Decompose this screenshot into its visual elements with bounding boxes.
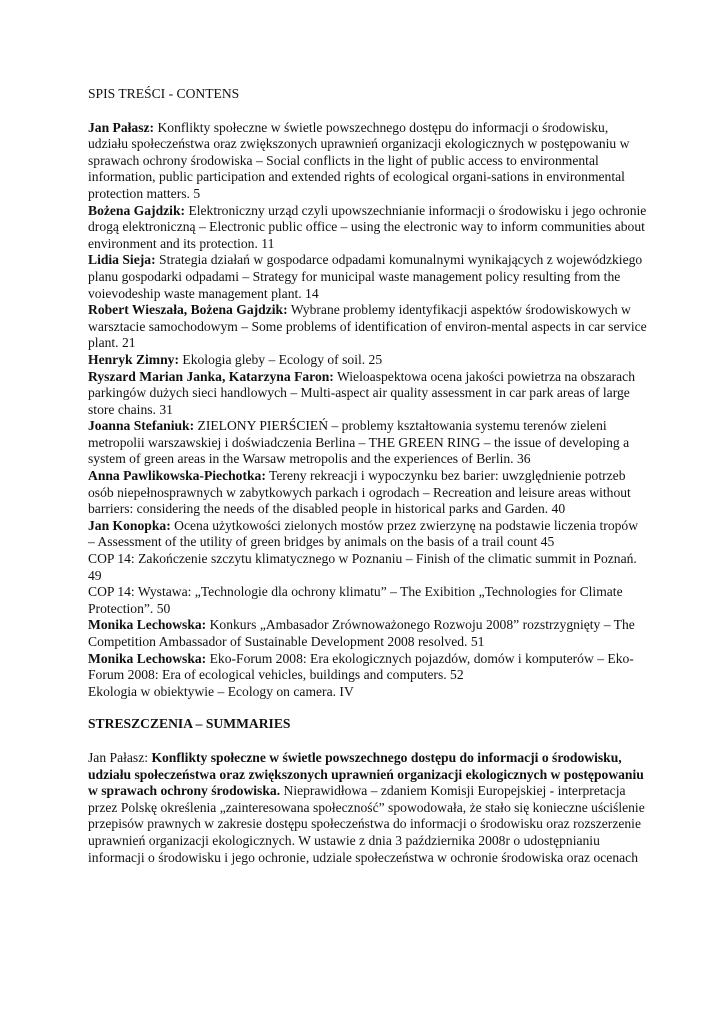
entry-author: Ryszard Marian Janka, Katarzyna Faron: bbox=[88, 368, 334, 384]
toc-entry bbox=[88, 120, 648, 203]
entry-text: Tereny rekreacji i wypoczynku bez barier: uwzględnienie potrzeb osób niepełnosprawnych w zabytkowych parkach i ogrodach – Recreation and leisure areas without barriers: considering the needs of the disabled people in historical parks and Garden. 40 bbox=[88, 468, 631, 517]
entry-author: Anna Pawlikowska-Piechotka: bbox=[88, 468, 266, 484]
entry-author: Henryk Zimny: bbox=[88, 351, 180, 367]
toc-list bbox=[88, 120, 648, 701]
entry-text: Konkurs „Ambasador Zrównoważonego Rozwoju 2008” rozstrzygnięty – The Competition Ambassador of Sustainable Development 2008 resolved. 51 bbox=[88, 617, 635, 649]
entry-text: Ekologia w obiektywie – Ecology on camera. IV bbox=[88, 683, 354, 699]
toc-entry bbox=[88, 203, 648, 253]
summary-body: Nieprawidłowa – zdaniem Komisji Europejskiej - interpretacja przez Polskę określenia „zainteresowana społeczność” spowodowała, że stało się konieczne uściślenie przepisów prawnych w zakresie dostępu społeczeństwa do informacji o środowisku oraz rozszerzenie uprawnień organizacji ekologicznych. W ustawie z dnia 3 października 2008r o udostępnianiu informacji o środowisku i jego ochronie, udziale społeczeństwa w ochronie środowiska oraz ocenach bbox=[88, 783, 645, 865]
toc-entry bbox=[88, 584, 648, 617]
entry-text: Konflikty społeczne w świetle powszechnego dostępu do informacji o środowisku, udziału społeczeństwa oraz zwiększonych uprawnień organizacji ekologicznych w postępowaniu w sprawach ochrony środowiska – Social conflicts in the light of public access to environmental information, public participation and extended rights of ecological organi-sations in environmental protection matters. 5 bbox=[88, 119, 630, 201]
toc-title: SPIS TREŚCI - CONTENS bbox=[88, 86, 240, 101]
entry-text: Strategia działań w gospodarce odpadami komunalnymi wynikających z wojewódzkiego planu gospodarki odpadami – Strategy for municipal waste management policy resulting from the voievodeship waste management plant. 14 bbox=[88, 252, 643, 301]
summaries-title: STRESZCZENIA – SUMMARIES bbox=[88, 716, 291, 732]
entry-author: Bożena Gajdzik: bbox=[88, 202, 186, 218]
toc-entry bbox=[88, 651, 648, 684]
toc-entry bbox=[88, 418, 648, 468]
entry-author: Monika Lechowska: bbox=[88, 617, 207, 633]
toc-entry bbox=[88, 551, 648, 584]
entry-text: Elektroniczny urząd czyli upowszechnianie informacji o środowisku i jego ochronie drogą elektroniczną – Electronic public office – using the electronic way to inform communities about environment and its protection. 11 bbox=[88, 202, 647, 251]
entry-text: COP 14: Zakończenie szczytu klimatycznego w Poznaniu – Finish of the climatic summit in Poznań. 49 bbox=[88, 551, 637, 583]
entry-text: Eko-Forum 2008: Era ekologicznych pojazdów, domów i komputerów – Eko-Forum 2008: Era of ecological vehicles, buildings and computers. 52 bbox=[88, 650, 634, 683]
entry-author: Jan Pałasz: bbox=[88, 119, 155, 135]
toc-entry bbox=[88, 518, 648, 551]
entry-text: Ekologia gleby – Ecology of soil. 25 bbox=[179, 351, 383, 367]
entry-text: Ocena użytkowości zielonych mostów przez zwierzynę na podstawie liczenia tropów – Assessment of the utility of green bridges by animals on the basis of a trail count 45 bbox=[88, 517, 639, 550]
entry-text: Wybrane problemy identyfikacji aspektów środowiskowych w warsztacie samochodowym – Some problems of identification of environ-mental aspects in car service plant. 21 bbox=[88, 302, 647, 351]
summary-author: Jan Pałasz: bbox=[88, 749, 152, 765]
toc-entry bbox=[88, 352, 648, 369]
entry-author: Lidia Sieja: bbox=[88, 252, 156, 268]
entry-author: Jan Konopka: bbox=[88, 517, 171, 533]
toc-entry bbox=[88, 302, 648, 352]
summary-paragraph bbox=[88, 750, 648, 866]
toc-entry bbox=[88, 369, 648, 419]
toc-entry bbox=[88, 468, 648, 518]
toc-entry bbox=[88, 252, 648, 302]
summary-title: Konflikty społeczne w świetle powszechnego dostępu do informacji o środowisku, udziału społeczeństwa oraz zwiększonych uprawnień organizacji ekologicznych w postępowaniu w sprawach ochrony środowiska. bbox=[88, 749, 644, 799]
entry-text: ZIELONY PIERŚCIEŃ – problemy kształtowania systemu terenów zieleni metropolii warszawskiej i doświadczenia Berlina – THE GREEN RING – the issue of developing a system of green areas in the Warsaw metropolis and the experiences of Berlin. 36 bbox=[88, 418, 630, 467]
toc-entry bbox=[88, 684, 648, 701]
entry-author: Robert Wieszała, Bożena Gajdzik: bbox=[88, 302, 288, 318]
toc-entry bbox=[88, 617, 648, 650]
entry-text: Wieloaspektowa ocena jakości powietrza na obszarach parkingów dużych sieci handlowych – Multi-aspect air quality assessment in car park areas of large store chains. 31 bbox=[88, 368, 635, 417]
entry-author: Joanna Stefaniuk: bbox=[88, 418, 195, 434]
entry-text: COP 14: Wystawa: „Technologie dla ochrony klimatu” – The Exibition „Technologies for Climate Protection”. 50 bbox=[88, 584, 623, 616]
entry-author: Monika Lechowska: bbox=[88, 650, 207, 666]
document-page bbox=[88, 86, 648, 866]
